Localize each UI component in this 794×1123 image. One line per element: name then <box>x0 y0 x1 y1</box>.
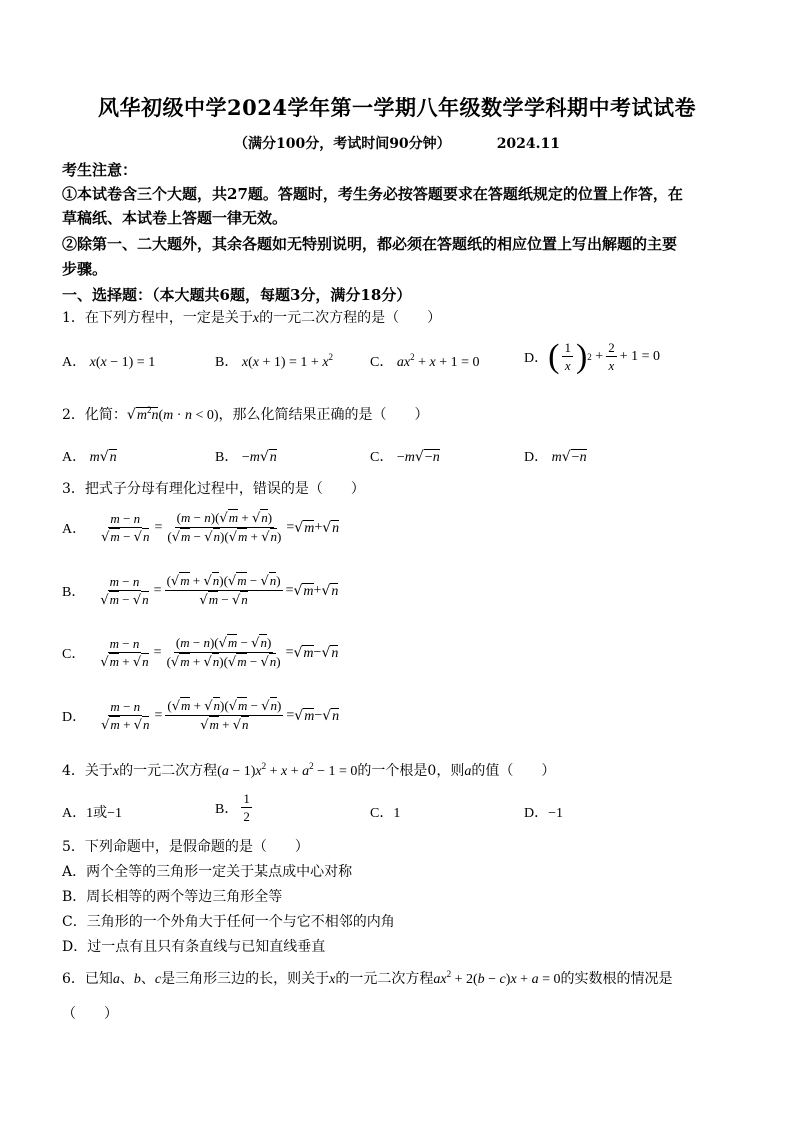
notice-line-2b: 步骤。 <box>62 260 108 278</box>
q4-option-d[interactable]: D．−1 <box>524 806 564 821</box>
q1-option-b[interactable]: B． $x(x + 1) = 1 + x^2$ <box>215 352 334 370</box>
exam-subtitle <box>0 133 794 153</box>
q4-stem: 4．关于x的一元二次方程$(a - 1)x^2 + x + a^2 - 1 = 0$的一个根是0，则a的值（ ） <box>62 761 556 779</box>
notice-heading: 考生注意： <box>62 161 138 179</box>
exam-score-time: （满分100分，考试时间90分钟） <box>233 136 451 152</box>
q4-option-b[interactable]: B． $\frac{1}{2}$ <box>215 791 250 824</box>
q5-option-d[interactable]: D．过一点有且只有条直线与已知直线垂直 <box>62 939 326 955</box>
q4-option-a[interactable]: A．1或−1 <box>62 806 123 821</box>
q5-stem: 5．下列命题中，是假命题的是（ ） <box>62 839 309 855</box>
q4-option-c[interactable]: C．1 <box>370 806 401 821</box>
section1-heading: 一、选择题：（本大题共6题，每题3分，满分18分） <box>62 286 412 304</box>
q1-option-d[interactable]: D． ( $\frac{1}{x}$ ) 2 + $\frac{2}{x}$ + 1 = 0 <box>524 338 660 375</box>
page-title: 风华初级中学2024学年第一学期八年级数学学科期中考试试卷 <box>98 95 696 120</box>
q1-option-a[interactable]: A． x(x − 1) = 1 <box>62 355 156 370</box>
q1-option-c[interactable]: C． $ax^2 + x + 1 = 0$ <box>370 352 480 370</box>
q2-option-c[interactable]: C． −m√−n <box>370 449 440 465</box>
exam-date: 2024.11 <box>496 136 561 152</box>
q1-stem: 1．在下列方程中，一定是关于x的一元二次方程的是（ ） <box>62 310 442 326</box>
q6-blank: （ ） <box>62 1006 118 1022</box>
q2-option-a[interactable]: A． m√n <box>62 449 117 465</box>
q5-option-b[interactable]: B．周长相等的两个等边三角形全等 <box>62 889 283 905</box>
q3-option-a[interactable]: A． $\frac{m - n}{√m - √n}$ = $\frac{(m - n)(√m + √n)}{(√m - √n)(√m + √n)}$ = √ m + √ n <box>62 510 340 545</box>
notice-line-1a: ①本试卷含三个大题，共27题。答题时，考生务必按答题要求在答题纸规定的位置上作答，在 <box>62 185 683 203</box>
q6-stem: 6．已知a、b、c是三角形三边的长，则关于x的一元二次方程$ax^2 + 2(b - c)x + a = 0$的实数根的情况是 <box>62 969 673 987</box>
q3-option-c[interactable]: C． $\frac{m - n}{√m + √n}$ = $\frac{(m - n)(√m - √n)}{(√m + √n)(√m - √n)}$ = √ m − √ n <box>62 635 339 670</box>
q2-option-d[interactable]: D． m√−n <box>524 449 587 465</box>
q3-option-d[interactable]: D． $\frac{m - n}{√m + √n}$ = $\frac{(√m + √n)(√m - √n)}{√m + √n}$ = √ m − √ n <box>62 698 340 733</box>
q3-option-b[interactable]: B． $\frac{m - n}{√m - √n}$ = $\frac{(√m + √n)(√m - √n)}{√m - √n}$ = √ m + √ n <box>62 573 339 608</box>
q5-option-a[interactable]: A．两个全等的三角形一定关于某点成中心对称 <box>62 864 353 880</box>
q2-option-b[interactable]: B． −m√n <box>215 449 277 465</box>
q5-option-c[interactable]: C．三角形的一个外角大于任何一个与它不相邻的内角 <box>62 914 395 930</box>
q2-stem: 2．化简：$√m^2n(m \cdot n < 0)$，那么化简结果正确的是（ ） <box>62 405 429 423</box>
notice-line-1b: 草稿纸、本试卷上答题一律无效。 <box>62 209 288 227</box>
q3-stem: 3．把式子分母有理化过程中，错误的是（ ） <box>62 481 365 497</box>
notice-line-2a: ②除第一、二大题外，其余各题如无特别说明，都必须在答题纸的相应位置上写出解题的主要 <box>62 235 678 253</box>
